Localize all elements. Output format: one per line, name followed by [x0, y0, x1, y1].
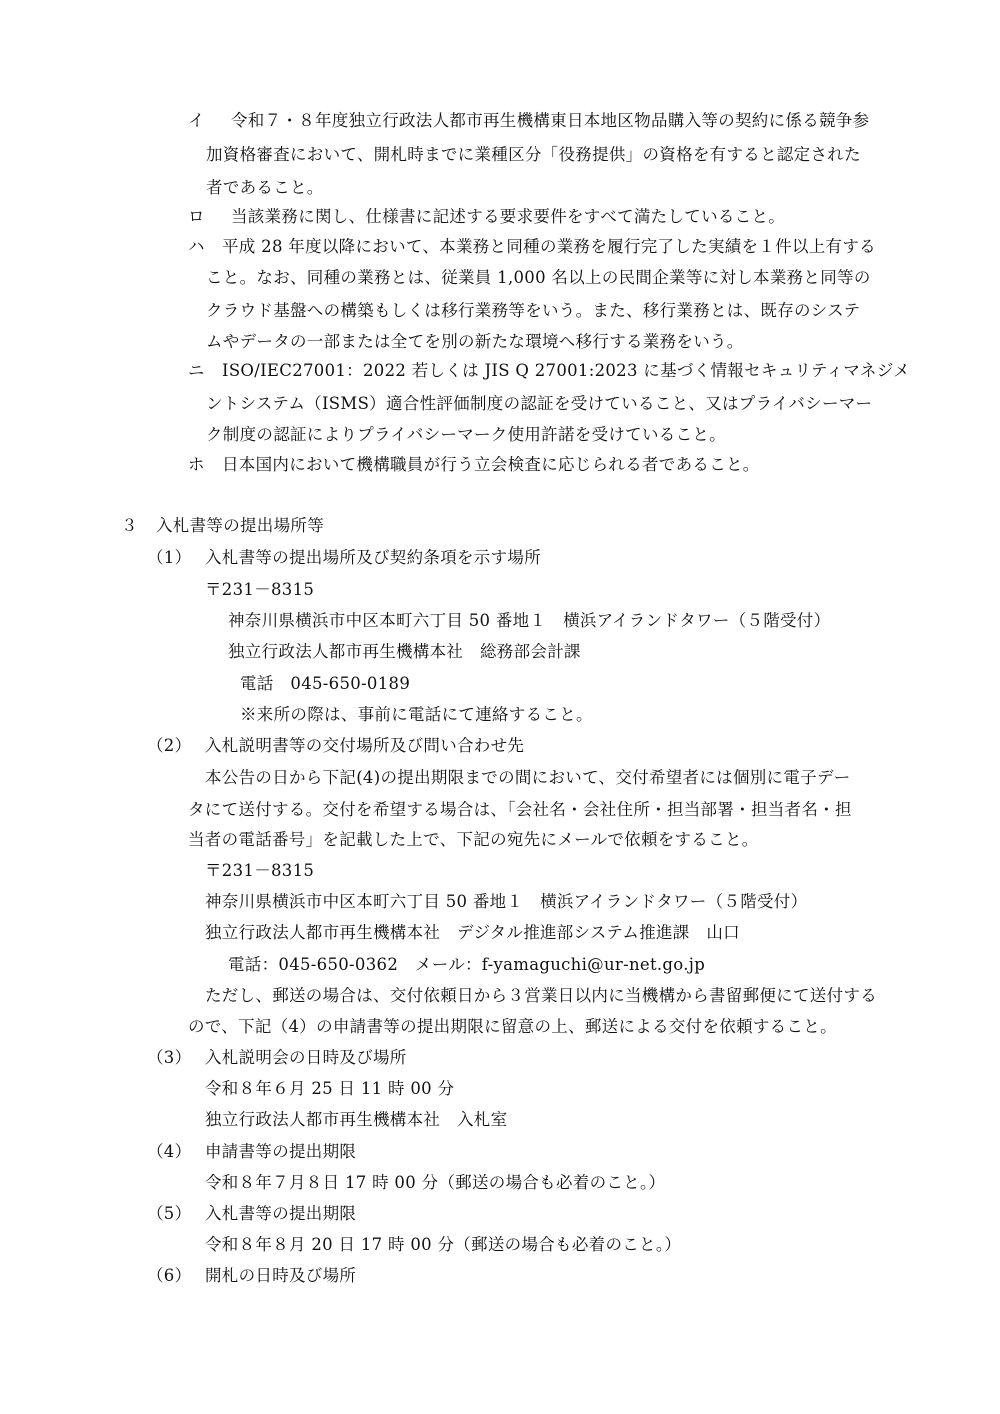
section-number: ３ [121, 516, 138, 535]
item-4-deadline: 令和８年７月８日 17 時 00 分（郵送の場合も必着のこと。） [205, 1173, 666, 1192]
item-3-title: 入札説明会の日時及び場所 [205, 1048, 407, 1067]
item-2-para1-line-3: 当者の電話番号」を記載した上で、下記の宛先にメールで依頼をすること。 [188, 830, 759, 849]
item-3-datetime: 令和８年６月 25 日 11 時 00 分 [205, 1079, 455, 1098]
item-2-title: 入札説明書等の交付場所及び問い合わせ先 [205, 736, 525, 755]
item-5-deadline: 令和８年８月 20 日 17 時 00 分（郵送の場合も必着のこと。） [205, 1235, 682, 1254]
req-ha-marker: ハ [188, 237, 205, 256]
item-1-address: 神奈川県横浜市中区本町六丁目 50 番地１ 横浜アイランドタワー（５階受付） [228, 611, 831, 630]
item-2-para2-line-2: ので、下記（4）の申請書等の提出期限に留意の上、郵送による交付を依頼すること。 [188, 1017, 837, 1036]
req-ni-marker: ニ [188, 361, 205, 380]
item-1-postal: 〒231－8315 [205, 580, 315, 599]
req-ha-line-2: こと。なお、同種の業務とは、従業員 1,000 名以上の民間企業等に対し本業務と同等の [206, 268, 871, 287]
req-ha-line-1: 平成 28 年度以降において、本業務と同種の業務を履行完了した実績を１件以上有する [222, 237, 876, 256]
req-ro-line-1: 当該業務に関し、仕様書に記述する要求要件をすべて満たしていること。 [231, 207, 786, 226]
req-i-line-2: 加資格審査において、開札時までに業種区分「役務提供」の資格を有すると認定された [206, 145, 861, 164]
item-1-title: 入札書等の提出場所及び契約条項を示す場所 [205, 548, 541, 567]
item-1-phone: 電話 045-650-0189 [240, 674, 411, 693]
item-2-postal: 〒231－8315 [205, 861, 315, 880]
item-6-number: （6） [147, 1266, 192, 1285]
section-title: 入札書等の提出場所等 [156, 516, 324, 535]
item-4-title: 申請書等の提出期限 [205, 1142, 357, 1161]
item-5-number: （5） [147, 1204, 192, 1223]
item-6-title: 開札の日時及び場所 [205, 1266, 357, 1285]
req-i-line-1: 令和７・８年度独立行政法人都市再生機構東日本地区物品購入等の契約に係る競争参 [231, 111, 870, 130]
req-ha-line-4: ムやデータの一部または全てを別の新たな環境へ移行する業務をいう。 [206, 332, 744, 351]
item-4-number: （4） [147, 1142, 192, 1161]
item-2-org: 独立行政法人都市再生機構本社 デジタル推進部システム推進課 山口 [205, 923, 740, 942]
item-1-number: （1） [147, 548, 192, 567]
req-ho-line-1: 日本国内において機構職員が行う立会検査に応じられる者であること。 [222, 455, 760, 474]
req-ni-line-1: ISO/IEC27001：2022 若しくは JIS Q 27001:2023 に基づく情報セキュリティマネジメ [222, 361, 910, 380]
req-i-marker: イ [188, 111, 205, 130]
item-3-number: （3） [147, 1048, 192, 1067]
item-2-para2-line-1: ただし、郵送の場合は、交付依頼日から３営業日以内に当機構から書留郵便にて送付する [205, 986, 877, 1005]
item-1-org: 独立行政法人都市再生機構本社 総務部会計課 [228, 642, 581, 661]
item-2-number: （2） [147, 736, 192, 755]
item-1-note: ※来所の際は、事前に電話にて連絡すること。 [240, 705, 593, 724]
req-ha-line-3: クラウド基盤への構築もしくは移行業務等をいう。また、移行業務とは、既存のシステ [206, 301, 861, 320]
item-3-place: 独立行政法人都市再生機構本社 入札室 [205, 1110, 508, 1129]
item-2-contact: 電話：045-650-0362 メール：f-yamaguchi@ur-net.go.jp [228, 955, 706, 974]
item-2-para1-line-2: タにて送付する。交付を希望する場合は、「会社名・会社住所・担当部署・担当者名・担 [188, 800, 852, 819]
item-2-address: 神奈川県横浜市中区本町六丁目 50 番地１ 横浜アイランドタワー（５階受付） [205, 892, 808, 911]
req-ro-marker: ロ [188, 207, 205, 226]
req-i-line-3: 者であること。 [206, 178, 324, 197]
req-ni-line-3: ク制度の認証によりプライバシーマーク使用許諾を受けていること。 [206, 425, 726, 444]
req-ho-marker: ホ [188, 455, 205, 474]
item-5-title: 入札書等の提出期限 [205, 1204, 357, 1223]
item-2-para1-line-1: 本公告の日から下記(4)の提出期限までの間において、交付希望者には個別に電子デー [205, 768, 851, 787]
req-ni-line-2: ントシステム（ISMS）適合性評価制度の認証を受けていること、又はプライバシーマー [206, 394, 873, 413]
